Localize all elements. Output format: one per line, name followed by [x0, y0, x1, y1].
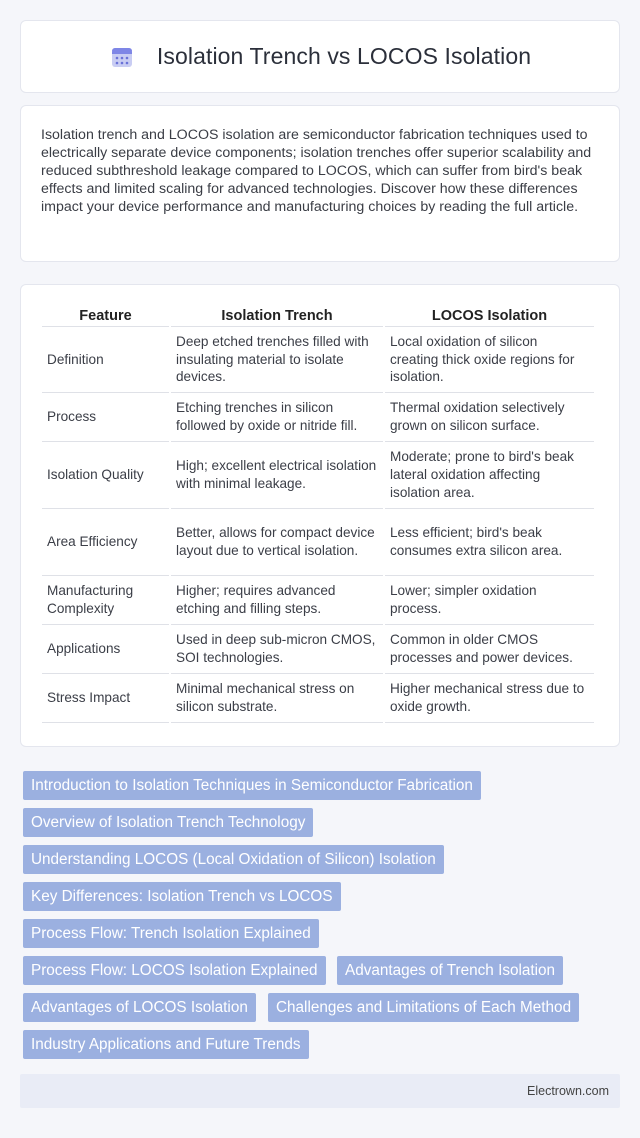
table-row — [42, 393, 594, 442]
cell-trench: Higher; requires advanced etching and filling steps. — [171, 576, 383, 625]
cell-trench: Minimal mechanical stress on silicon substrate. — [171, 674, 383, 723]
table-row — [42, 509, 594, 576]
cell-locos: Moderate; prone to bird's beak lateral oxidation affecting isolation area. — [385, 442, 594, 509]
cell-feature: Applications — [42, 625, 169, 674]
cell-locos: Common in older CMOS processes and power devices. — [385, 625, 594, 674]
header-feature: Feature — [42, 305, 169, 327]
header-locos-isolation: LOCOS Isolation — [385, 305, 594, 327]
table-row — [42, 674, 594, 723]
footer — [20, 1074, 620, 1108]
header-isolation-trench: Isolation Trench — [171, 305, 383, 327]
cell-locos: Lower; simpler oxidation process. — [385, 576, 594, 625]
cell-feature: Manufacturing Complexity — [42, 576, 169, 625]
footer-site-name: Electrown.com — [527, 1084, 609, 1098]
cell-locos: Higher mechanical stress due to oxide growth. — [385, 674, 594, 723]
comparison-table — [40, 305, 596, 723]
table-row — [42, 442, 594, 509]
table-header-row — [42, 305, 594, 327]
table-row — [42, 327, 594, 393]
table-row — [42, 625, 594, 674]
toc-link-key-differences[interactable]: Key Differences: Isolation Trench vs LOCOS — [23, 882, 341, 911]
cell-trench: Better, allows for compact device layout due to vertical isolation. — [171, 509, 383, 576]
cell-trench: Etching trenches in silicon followed by oxide or nitride fill. — [171, 393, 383, 442]
toc-link-locos-advantages[interactable]: Advantages of LOCOS Isolation — [23, 993, 256, 1022]
intro-card — [20, 105, 620, 262]
cell-locos: Local oxidation of silicon creating thick oxide regions for isolation. — [385, 327, 594, 393]
toc-link-challenges[interactable]: Challenges and Limitations of Each Method — [268, 993, 579, 1022]
calendar-icon — [109, 44, 135, 70]
table-row — [42, 576, 594, 625]
cell-feature: Definition — [42, 327, 169, 393]
page-title: Isolation Trench vs LOCOS Isolation — [156, 43, 532, 69]
cell-trench: Used in deep sub-micron CMOS, SOI technologies. — [171, 625, 383, 674]
toc-link-locos-understanding[interactable]: Understanding LOCOS (Local Oxidation of Silicon) Isolation — [23, 845, 444, 874]
intro-text: Isolation trench and LOCOS isolation are semiconductor fabrication techniques used to electrically separate device components; isolation trenches offer superior scalability and reduced subthreshold leakage compared to LOCOS, which can suffer from bird's beak effects and limited scaling for advanced technologies. Discover how these differences impact your device performance and manufacturing choices by reading the full article. — [41, 127, 592, 215]
cell-feature: Isolation Quality — [42, 442, 169, 509]
toc-link-introduction[interactable]: Introduction to Isolation Techniques in Semiconductor Fabrication — [23, 771, 481, 800]
comparison-table-card — [20, 284, 620, 747]
cell-locos: Less efficient; bird's beak consumes extra silicon area. — [385, 509, 594, 576]
cell-feature: Stress Impact — [42, 674, 169, 723]
cell-trench: Deep etched trenches filled with insulating material to isolate devices. — [171, 327, 383, 393]
cell-feature: Process — [42, 393, 169, 442]
toc-link-locos-process-flow[interactable]: Process Flow: LOCOS Isolation Explained — [23, 956, 326, 985]
toc-link-industry-applications[interactable]: Industry Applications and Future Trends — [23, 1030, 309, 1059]
toc-link-trench-process-flow[interactable]: Process Flow: Trench Isolation Explained — [23, 919, 319, 948]
title-card — [20, 20, 620, 93]
cell-locos: Thermal oxidation selectively grown on silicon surface. — [385, 393, 594, 442]
toc-link-trench-advantages[interactable]: Advantages of Trench Isolation — [337, 956, 563, 985]
cell-trench: High; excellent electrical isolation with minimal leakage. — [171, 442, 383, 509]
cell-feature: Area Efficiency — [42, 509, 169, 576]
toc-link-trench-overview[interactable]: Overview of Isolation Trench Technology — [23, 808, 313, 837]
